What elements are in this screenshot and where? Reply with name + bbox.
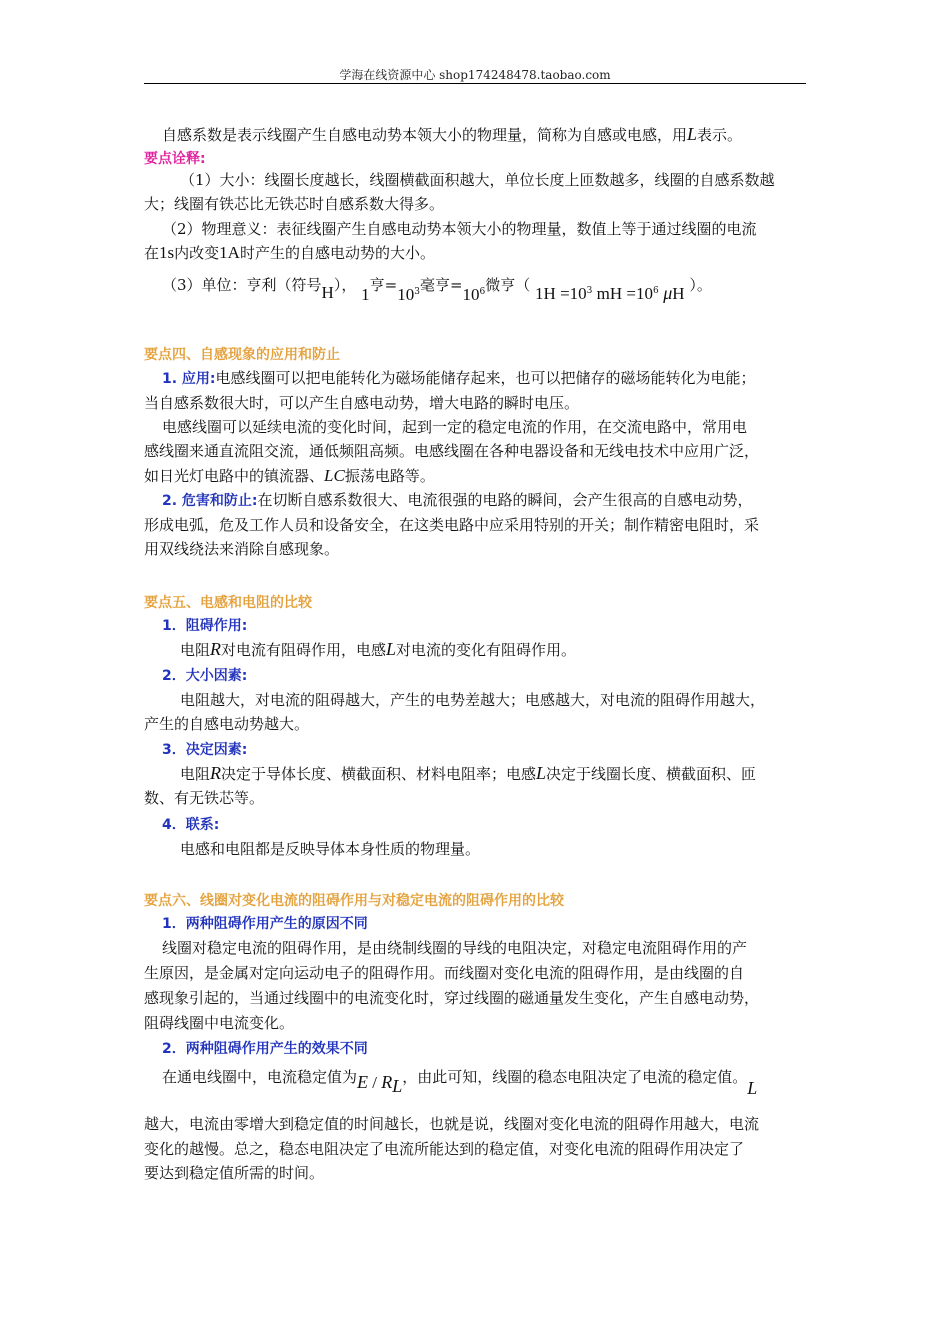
formula-mu: μ xyxy=(658,283,673,303)
section4-title xyxy=(144,342,808,367)
section5-h4-label: 4．联系: xyxy=(162,817,220,833)
section6-heading: 要点六、线圈对变化电流的阻碍作用与对稳定电流的阻碍作用的比较 xyxy=(144,893,564,909)
section5-t4: 电感和电阻都是反映导体本身性质的物理量。 xyxy=(180,840,481,858)
section5-t2-line1: 电阻越大，对电流的阻碍越大，产生的电势差越大；电感越大，对电流的阻碍作用越大， xyxy=(180,691,766,709)
intro-text-b: 表示。 xyxy=(697,126,743,144)
section4-para-line1: 电感线圈可以延续电流的变化时间，起到一定的稳定电流的作用，在交流电路中，常用电 xyxy=(162,418,748,436)
section5-h4 xyxy=(144,812,826,837)
t1-b: 对电流有阻碍作用，电感 xyxy=(221,641,387,659)
symbol-L: L xyxy=(687,124,698,144)
section6-title xyxy=(144,888,808,913)
item3-exp6: 6 xyxy=(479,287,486,297)
page-header: 学海在线资源中心 shop174248478.taobao.com xyxy=(339,68,611,82)
section6-p2-line3: 变化的越慢。总之，稳态电阻决定了电流所能达到的稳定值，对变化电流的阻碍作用决定了 xyxy=(144,1140,745,1158)
p2-b: ，由此可知，线圈的稳态电阻决定了电流的稳定值。 xyxy=(402,1068,748,1086)
t1-c: 对电流的变化有阻碍作用。 xyxy=(396,641,577,659)
section4-harm-line3: 用双线绕法来消除自感现象。 xyxy=(144,540,340,558)
section6-h2 xyxy=(144,1036,826,1061)
section4-app-line1 xyxy=(144,366,826,391)
formula-exp6: 6 xyxy=(653,286,659,296)
p2-a: 在通电线圈中，电流稳定值为 xyxy=(162,1068,358,1086)
current-formula xyxy=(357,1072,403,1096)
section6-p1-line1: 线圈对稳定电流的阻碍作用，是由绕制线圈的导线的电阻决定，对稳定电流阻碍作用的产 xyxy=(162,939,748,957)
para-line3-b: 振荡电路等。 xyxy=(344,467,435,485)
header-rule xyxy=(144,83,806,84)
section4-app-label: 1. 应用: xyxy=(162,371,216,387)
section4-harm-line1 xyxy=(144,488,826,513)
section6-p1-line4: 阻碍线圈中电流变化。 xyxy=(144,1014,295,1032)
symbol-LC: LC xyxy=(324,466,345,485)
section4-heading: 要点四、自感现象的应用和防止 xyxy=(144,347,340,363)
item3-c: 亨= xyxy=(369,276,398,294)
item2-pre: 在 xyxy=(144,244,160,262)
item2-mid: 内改变 xyxy=(174,244,220,262)
symbol-L-2: L xyxy=(386,639,397,659)
formula-H: H xyxy=(672,284,685,303)
subscript-L: L xyxy=(392,1076,403,1096)
section6-p2-line4: 要达到稳定值所需的时间。 xyxy=(144,1164,325,1182)
t3-a: 电阻 xyxy=(180,765,211,783)
section6-h1 xyxy=(144,911,826,936)
section6-h2-label: 2．两种阻碍作用产生的效果不同 xyxy=(162,1041,368,1057)
explain-item1-line2: 大；线圈有铁芯比无铁芯时自感系数大得多。 xyxy=(144,195,445,213)
t3-b: 决定于导体长度、横截面积、材料电阻率；电感 xyxy=(221,765,537,783)
item3-b: ）， xyxy=(333,276,357,294)
section4-app-text: 电感线圈可以把电能转化为磁场能储存起来，也可以把储存的磁场能转化为电能； xyxy=(215,369,756,387)
item2-post: 时产生的自感电动势的大小。 xyxy=(239,244,435,262)
symbol-E: E xyxy=(357,1072,369,1092)
formula-slash: / xyxy=(368,1073,382,1092)
section4-harm-label: 2. 危害和防止: xyxy=(162,493,258,509)
section4-app-line2: 当自感系数很大时，可以产生自感电动势，增大电路的瞬时电压。 xyxy=(144,394,580,412)
formula-a: 1H =10 xyxy=(535,284,587,303)
explain-item2-line2 xyxy=(144,241,808,265)
unit-formula xyxy=(535,285,685,303)
item3-ten: 10 xyxy=(397,285,415,304)
explain-item1-line1: （1）大小：线圈长度越长，线圈横截面积越大，单位长度上匝数越多，线圈的自感系数越 xyxy=(180,171,775,189)
section4-harm-line2: 形成电弧，危及工作人员和设备安全，在这类电路中应采用特别的开关；制作精密电阻时，采 xyxy=(144,516,760,534)
item3-a: （3）单位：亨利（符号 xyxy=(162,276,322,294)
para-line3-a: 如日光灯电路中的镇流器、 xyxy=(144,467,325,485)
section4-para-line3 xyxy=(144,464,808,488)
section6-p2-line1 xyxy=(144,1064,826,1098)
formula-b: mH =10 xyxy=(592,284,653,303)
section5-h2 xyxy=(144,663,826,688)
item3-f: ）。 xyxy=(689,276,712,294)
section5-t1 xyxy=(144,637,844,662)
intro-text-a: 自感系数是表示线圈产生自感电动势本领大小的物理量，简称为自感或电感，用 xyxy=(162,126,688,144)
symbol-L-4: L xyxy=(747,1078,758,1098)
item3-exp3: 3 xyxy=(414,287,420,297)
intro-paragraph xyxy=(144,122,826,147)
item2-1s: 1s xyxy=(159,243,175,262)
section6-h1-label: 1．两种阻碍作用产生的原因不同 xyxy=(162,916,368,932)
t3-c: 决定于线圈长度、横截面积、匝 xyxy=(546,765,757,783)
item2-1a: 1A xyxy=(219,243,240,262)
section5-t3-line2: 数、有无铁芯等。 xyxy=(144,789,265,807)
item3-H: H xyxy=(321,283,334,302)
explain-heading: 要点诠释: xyxy=(144,151,206,167)
section5-h1 xyxy=(144,613,826,638)
section5-h1-label: 1．阻碍作用: xyxy=(162,618,248,634)
section5-h3-label: 3．决定因素: xyxy=(162,742,248,758)
symbol-R-L: R xyxy=(381,1072,393,1092)
symbol-R: R xyxy=(210,639,222,659)
item3-ten-b: 10 xyxy=(462,285,480,304)
item3-e: 微亨（ xyxy=(485,276,531,294)
explain-item2-line1: （2）物理意义：表征线圈产生自感电动势本领大小的物理量，数值上等于通过线圈的电流 xyxy=(162,220,757,238)
item3-d: 毫亨= xyxy=(419,276,463,294)
section4-para-line2: 感线圈来通直流阻交流，通低频阻高频。电感线圈在各种电器设备和无线电技术中应用广泛， xyxy=(144,442,760,460)
item3-one: 1 xyxy=(361,285,370,304)
section5-h3 xyxy=(144,737,826,762)
section6-p2-line2: 越大，电流由零增大到稳定值的时间越长，也就是说，线圈对变化电流的阻碍作用越大，电流 xyxy=(144,1115,760,1133)
section6-p1-line2: 生原因，是金属对定向运动电子的阻碍作用。而线圈对变化电流的阻碍作用，是由线圈的自 xyxy=(144,964,745,982)
section5-h2-label: 2．大小因素: xyxy=(162,668,248,684)
t1-a: 电阻 xyxy=(180,641,211,659)
section6-p1-line3: 感现象引起的，当通过线圈中的电流变化时，穿过线圈的磁通量发生变化，产生自感电动势， xyxy=(144,989,760,1007)
section5-t2-line2: 产生的自感电动势越大。 xyxy=(144,715,310,733)
section5-title xyxy=(144,590,808,615)
section4-harm-text: 在切断自感系数很大、电流很强的电路的瞬间，会产生很高的自感电动势， xyxy=(257,491,753,509)
section5-t3-line1 xyxy=(144,761,844,786)
symbol-L-3: L xyxy=(536,763,547,783)
formula-exp3: 3 xyxy=(586,286,593,296)
symbol-R-2: R xyxy=(210,763,222,783)
explain-item3 xyxy=(144,270,826,304)
section5-heading: 要点五、电感和电阻的比较 xyxy=(144,595,312,611)
